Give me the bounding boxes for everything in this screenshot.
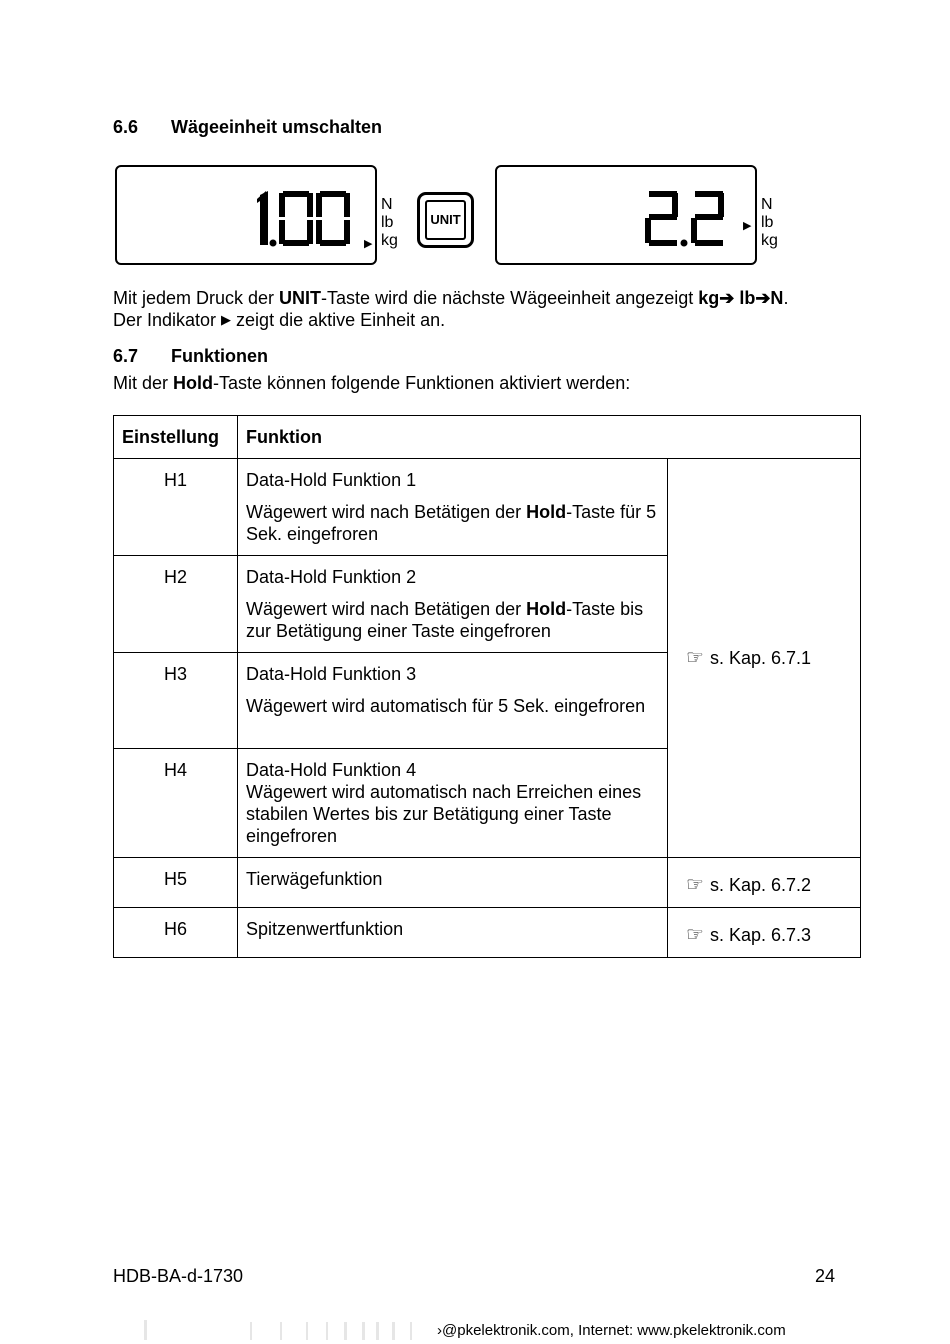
table-header-row <box>114 416 861 459</box>
unit-paragraph-line2: Der Indikator ▶ zeigt die aktive Einheit an. <box>113 310 446 330</box>
unit-paragraph <box>113 287 873 333</box>
contact-line: ›@pkelektronik.com, Internet: www.pkelektronik.com <box>437 1322 786 1339</box>
row-code: H5 <box>114 858 238 908</box>
functions-table <box>113 415 861 958</box>
row-function: Spitzenwertfunktion <box>238 908 668 958</box>
pointing-hand-icon: ☞ <box>686 874 704 896</box>
unit-paragraph-line1: Mit jedem Druck der UNIT-Taste wird die nächste Wägeeinheit angezeigt kg➔ lb➔N. <box>113 288 789 308</box>
row-function: Data-Hold Funktion 4 Wägewert wird automatisch nach Erreichen eines stabilen Wertes bis zur Betätigung einer Taste eingefroren <box>238 749 668 858</box>
active-unit-indicator-right: ▶ <box>743 220 752 232</box>
section-title-6-7: Funktionen <box>171 346 268 366</box>
unit-labels-left <box>381 196 398 250</box>
table-row <box>114 908 861 958</box>
unit-kg-right: kg <box>761 232 778 249</box>
footer-doc-id: HDB-BA-d-1730 <box>113 1266 244 1286</box>
row-code: H4 <box>114 749 238 858</box>
row-code: H3 <box>114 653 238 749</box>
pointing-hand-icon: ☞ <box>686 924 704 946</box>
row-code: H2 <box>114 556 238 653</box>
footer-page-number: 24 <box>815 1266 836 1286</box>
ref-cell-6-7-2: ☞ s. Kap. 6.7.2 <box>668 858 861 908</box>
header-funktion: Funktion <box>238 416 861 459</box>
section-title-6-6: Wägeeinheit umschalten <box>171 117 383 137</box>
ref-cell-6-7-3: ☞ s. Kap. 6.7.3 <box>668 908 861 958</box>
unit-lb-right: lb <box>761 214 774 231</box>
active-unit-indicator-left: ▶ <box>364 238 373 250</box>
ref-cell-6-7-1: ☞ s. Kap. 6.7.1 <box>668 459 861 858</box>
row-code: H1 <box>114 459 238 556</box>
section-number-6-6: 6.6 <box>113 117 139 137</box>
unit-lb-left: lb <box>381 214 394 231</box>
unit-n-left: N <box>381 196 393 213</box>
table-row <box>114 858 861 908</box>
row-code: H6 <box>114 908 238 958</box>
lcd-display-right <box>495 165 757 265</box>
section-number-6-7: 6.7 <box>113 346 139 366</box>
unit-n-right: N <box>761 196 773 213</box>
lcd-digits-left <box>117 167 374 262</box>
row-function: Data-Hold Funktion 3 Wägewert wird automatisch für 5 Sek. eingefroren <box>238 653 668 749</box>
row-function: Tierwägefunktion <box>238 858 668 908</box>
faint-scan-marks <box>130 1318 440 1342</box>
lcd-display-left <box>115 165 377 265</box>
pointing-hand-icon: ☞ <box>686 647 704 669</box>
unit-button-label: UNIT <box>425 200 466 240</box>
lcd-digits-right <box>497 167 754 262</box>
unit-kg-left: kg <box>381 232 398 249</box>
unit-button[interactable] <box>417 192 474 248</box>
unit-labels-right <box>761 196 778 250</box>
hold-paragraph: Mit der Hold-Taste können folgende Funktionen aktiviert werden: <box>113 373 631 393</box>
table-row <box>114 459 861 556</box>
row-function: Data-Hold Funktion 2 Wägewert wird nach Betätigen der Hold-Taste bis zur Betätigung einer Taste eingefroren <box>238 556 668 653</box>
row-function: Data-Hold Funktion 1 Wägewert wird nach Betätigen der Hold-Taste für 5 Sek. eingefroren <box>238 459 668 556</box>
indicator-triangle-icon: ▶ <box>221 312 232 327</box>
header-einstellung: Einstellung <box>114 416 238 459</box>
